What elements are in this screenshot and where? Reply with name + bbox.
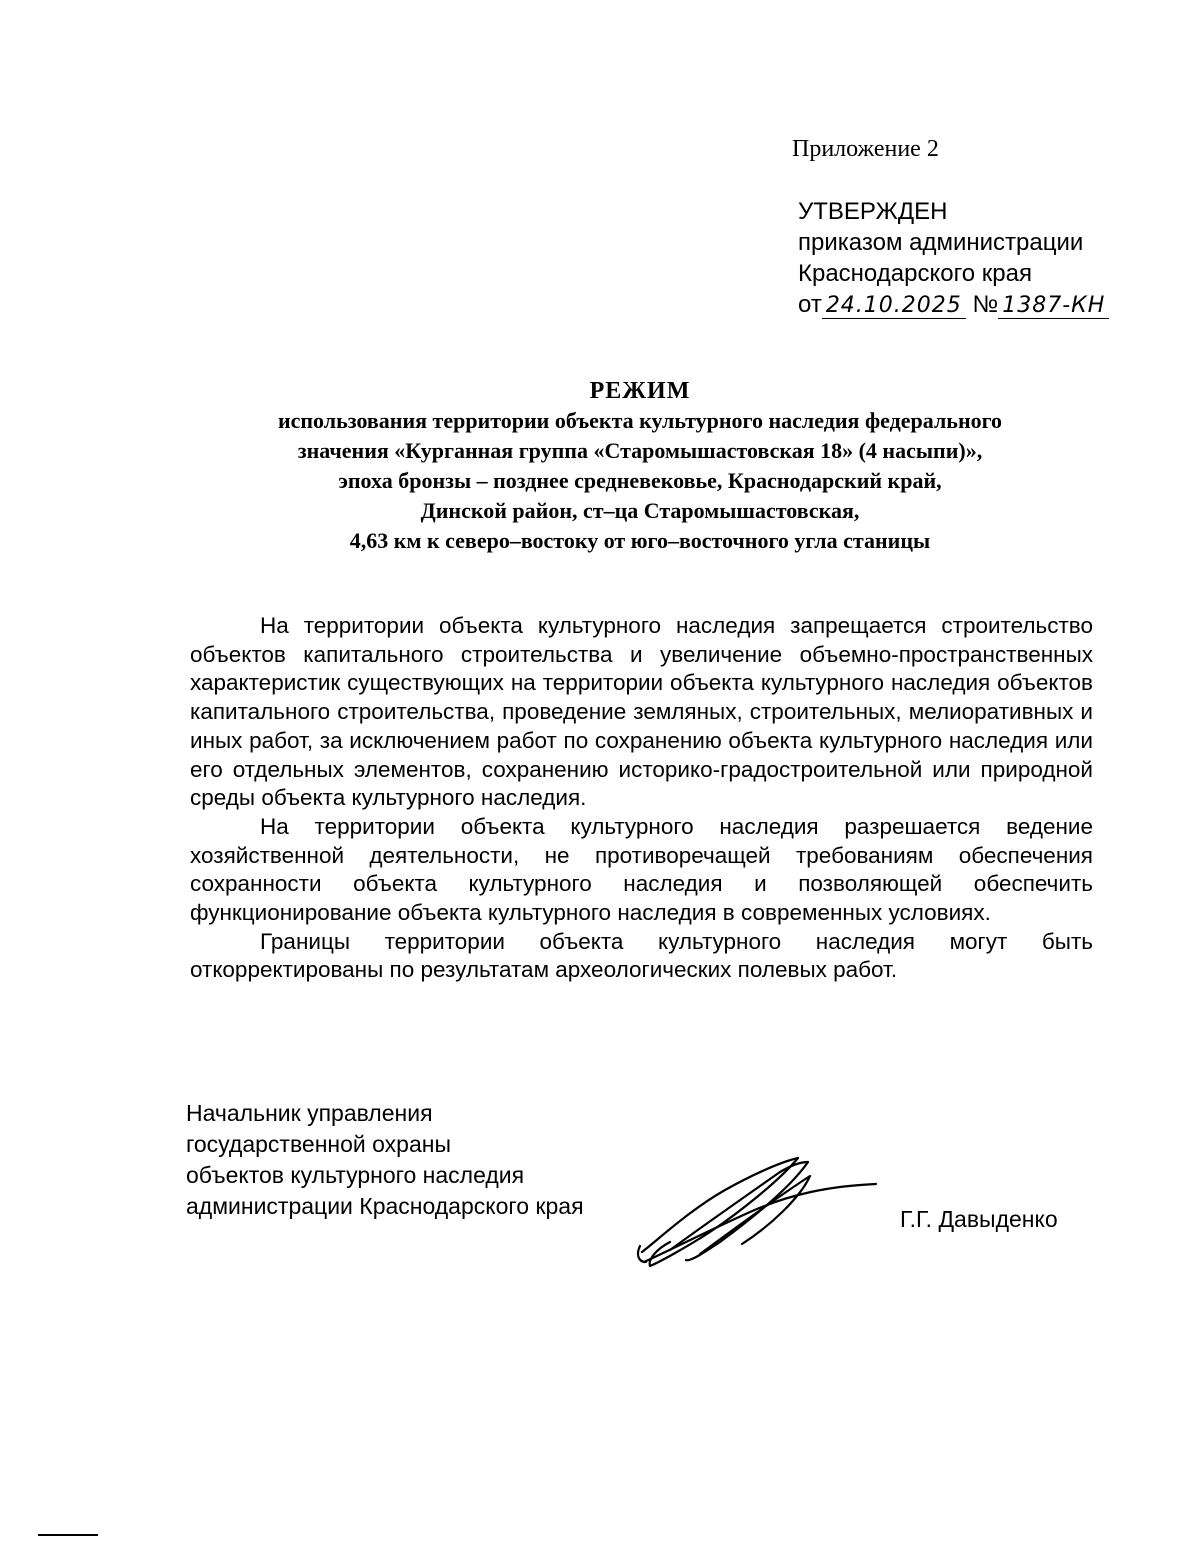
title-main: РЕЖИМ (589, 378, 691, 404)
handwritten-signature (630, 1150, 880, 1270)
approval-stamp (798, 196, 1109, 320)
position-line-3: объектов культурного наследия (186, 1162, 525, 1188)
handwritten-number: 1387-КН (998, 294, 1109, 319)
title-line-1: использования территории объекта культурного наследия федерального (277, 408, 1003, 433)
title-line-2: значения «Курганная группа «Старомышастовская 18» (4 насыпи)», (297, 438, 983, 463)
title-line-5: 4,63 км к северо–востоку от юго–восточного угла станицы (349, 528, 931, 553)
title-line-4: Динской район, ст–ца Старомышастовская, (420, 498, 860, 523)
handwritten-date: 24.10.2025 (822, 294, 966, 319)
date-prefix: от (798, 291, 822, 318)
position-line-1: Начальник управления (186, 1100, 433, 1126)
document-body (190, 612, 1093, 985)
approval-heading: УТВЕРЖДЕН (798, 198, 948, 225)
position-line-4: администрации Краснодарского края (186, 1193, 584, 1219)
signatory-name: Г.Г. Давыденко (900, 1206, 1058, 1232)
position-line-2: государственной охраны (186, 1131, 451, 1157)
footer-line (38, 1534, 98, 1536)
appendix-label: Приложение 2 (792, 136, 939, 162)
approval-line-1: приказом администрации (798, 229, 1084, 256)
number-prefix: № (972, 291, 999, 318)
document-title (160, 376, 1120, 556)
paragraph-prohibitions: На территории объекта культурного наследия запрещается строительство объектов капитального строительства и увеличение объемно-пространственных характеристик существующих на территории объекта культурного наследия объектов капитального строительства, проведение земляных, строительных, мелиоративных и иных работ, за исключением работ по сохранению объекта культурного наследия или его отдельных элементов, сохранению историко-градостроительной или природной среды объекта культурного наследия. (190, 613, 1093, 811)
approval-line-2: Краснодарского края (798, 260, 1032, 287)
title-line-3: эпоха бронзы – позднее средневековье, Краснодарский край, (338, 468, 942, 493)
approval-date-line (798, 289, 1109, 320)
signatory-position (186, 1098, 584, 1222)
paragraph-permissions: На территории объекта культурного наследия разрешается ведение хозяйственной деятельности, не противоречащей требованиям обеспечения сохранности объекта культурного наследия и позволяющей обеспечить функционирование объекта культурного наследия в современных условиях. (190, 813, 1093, 926)
paragraph-boundaries: Границы территории объекта культурного наследия могут быть откорректированы по результатам археологических полевых работ. (190, 928, 1093, 983)
